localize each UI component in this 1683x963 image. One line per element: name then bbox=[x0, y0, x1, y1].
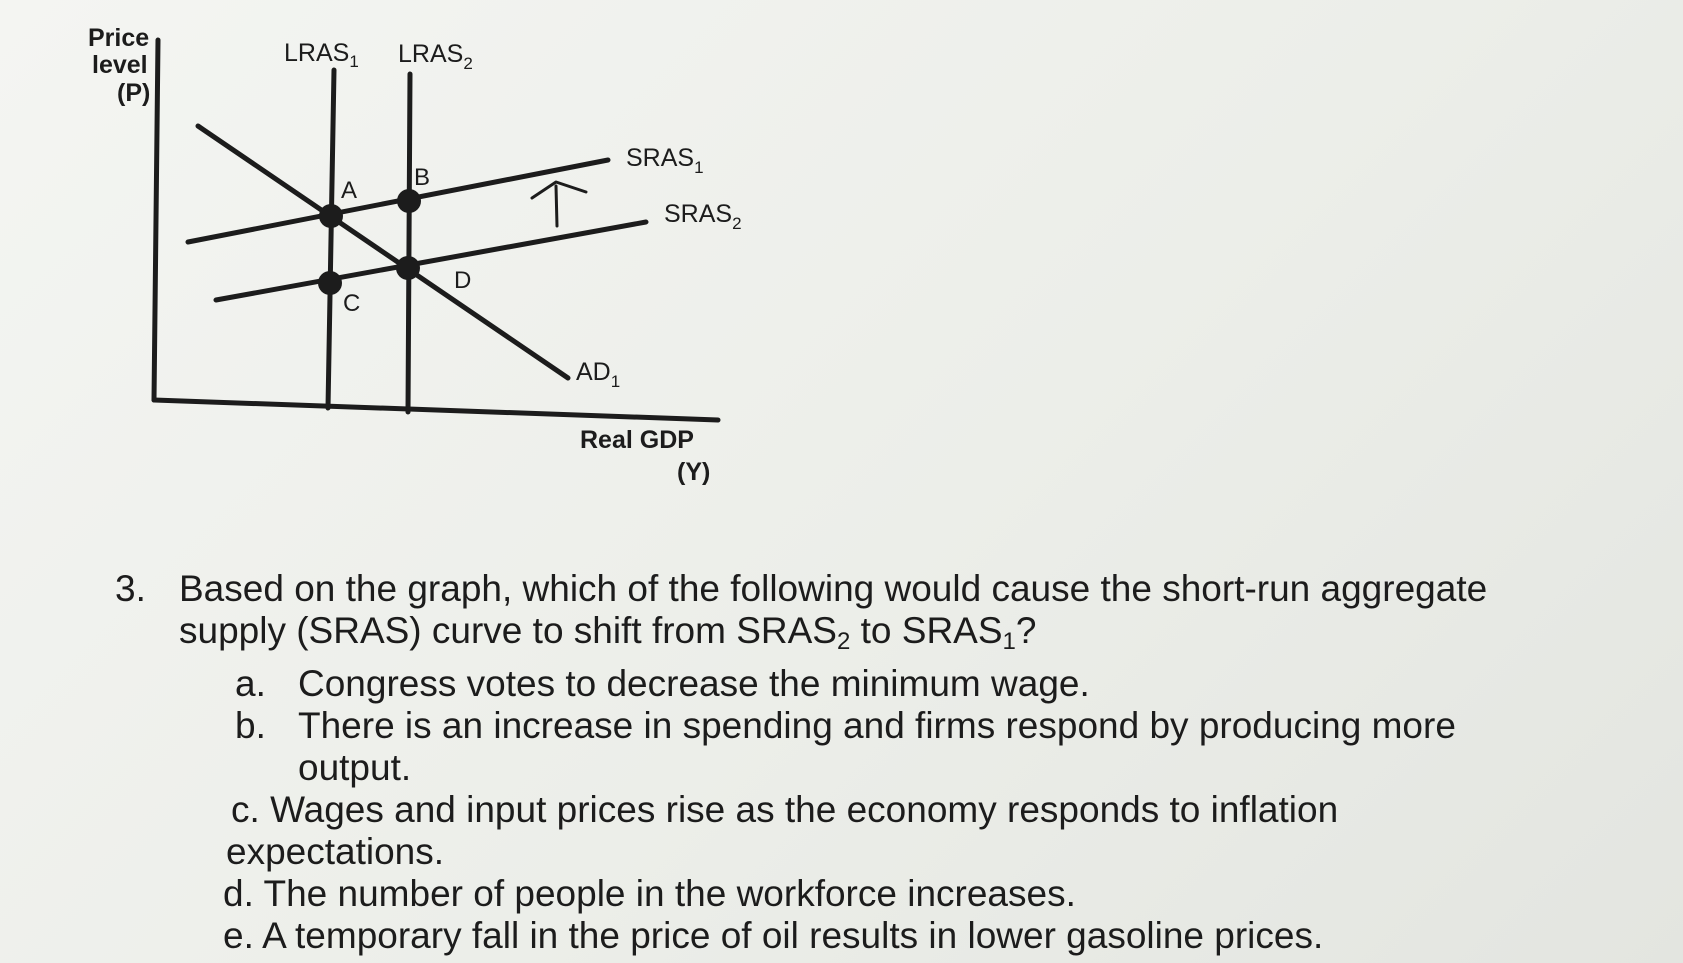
shift-arrow-head bbox=[532, 182, 586, 198]
question-stem-line1 bbox=[115, 568, 1655, 610]
x-axis bbox=[154, 400, 718, 420]
point-a-marker bbox=[319, 204, 343, 228]
point-d-marker bbox=[396, 256, 420, 280]
option-d-text: The number of people in the workforce increases. bbox=[263, 873, 1076, 914]
stem-part-b: to SRAS bbox=[850, 610, 1003, 651]
lras1-label: $LRAS_1$ bbox=[284, 39, 359, 71]
point-b-marker bbox=[397, 189, 421, 213]
option-c[interactable] bbox=[115, 789, 1655, 831]
option-b[interactable] bbox=[115, 705, 1655, 747]
point-b-label: B bbox=[414, 164, 431, 191]
option-e[interactable] bbox=[115, 915, 1655, 957]
option-e-text: A temporary fall in the price of oil results in lower gasoline prices. bbox=[262, 915, 1324, 956]
option-c-letter: c. bbox=[231, 789, 260, 830]
lras1-line bbox=[328, 70, 334, 408]
option-a-letter: a. bbox=[235, 663, 266, 704]
lras2-line bbox=[408, 74, 410, 412]
stem-sub-a: 2 bbox=[836, 628, 851, 655]
option-d-letter: d. bbox=[223, 873, 254, 914]
option-c-text: Wages and input prices rise as the economy responds to inflation bbox=[270, 789, 1339, 830]
y-axis-label-line2: level bbox=[92, 51, 148, 79]
option-d[interactable] bbox=[115, 873, 1655, 915]
x-axis-label-line2: (Y) bbox=[677, 458, 711, 486]
point-d-label: D bbox=[454, 267, 472, 294]
y-axis bbox=[154, 40, 158, 400]
point-c-label: C bbox=[343, 290, 361, 317]
option-a[interactable] bbox=[115, 663, 1655, 705]
option-a-text: Congress votes to decrease the minimum wage. bbox=[298, 663, 1090, 704]
question-3 bbox=[115, 568, 1655, 957]
question-stem-line2 bbox=[115, 610, 1655, 663]
lras2-label: $LRAS_2$ bbox=[398, 40, 473, 73]
point-c-marker bbox=[318, 271, 342, 295]
question-number: 3. bbox=[115, 568, 146, 609]
point-a-label: A bbox=[341, 177, 358, 204]
x-axis-label-line1: Real GDP bbox=[580, 426, 694, 454]
shift-arrow-shaft bbox=[556, 186, 557, 226]
option-b-letter: b. bbox=[235, 705, 266, 746]
option-b-continuation: output. bbox=[298, 747, 412, 788]
y-axis-label-line1: Price bbox=[88, 24, 150, 52]
y-axis-label-line3: (P) bbox=[117, 79, 151, 107]
option-c-continuation: expectations. bbox=[226, 831, 445, 872]
stem-sub-b: 1 bbox=[1002, 628, 1016, 655]
sras2-line bbox=[216, 222, 646, 300]
ad1-label: $AD_1$ bbox=[576, 358, 621, 391]
sras1-label: $SRAS_1$ bbox=[626, 144, 704, 177]
sras2-label: $SRAS_2$ bbox=[664, 200, 742, 233]
stem-part-c: ? bbox=[1015, 610, 1037, 651]
question-stem-text1: Based on the graph, which of the following would cause the short-run aggregate bbox=[179, 568, 1488, 609]
option-b-text: There is an increase in spending and firms respond by producing more bbox=[298, 705, 1456, 746]
stem-part-a: supply (SRAS) curve to shift from SRAS bbox=[179, 610, 837, 651]
ad1-line bbox=[198, 126, 568, 378]
option-e-letter: e. bbox=[223, 915, 254, 956]
